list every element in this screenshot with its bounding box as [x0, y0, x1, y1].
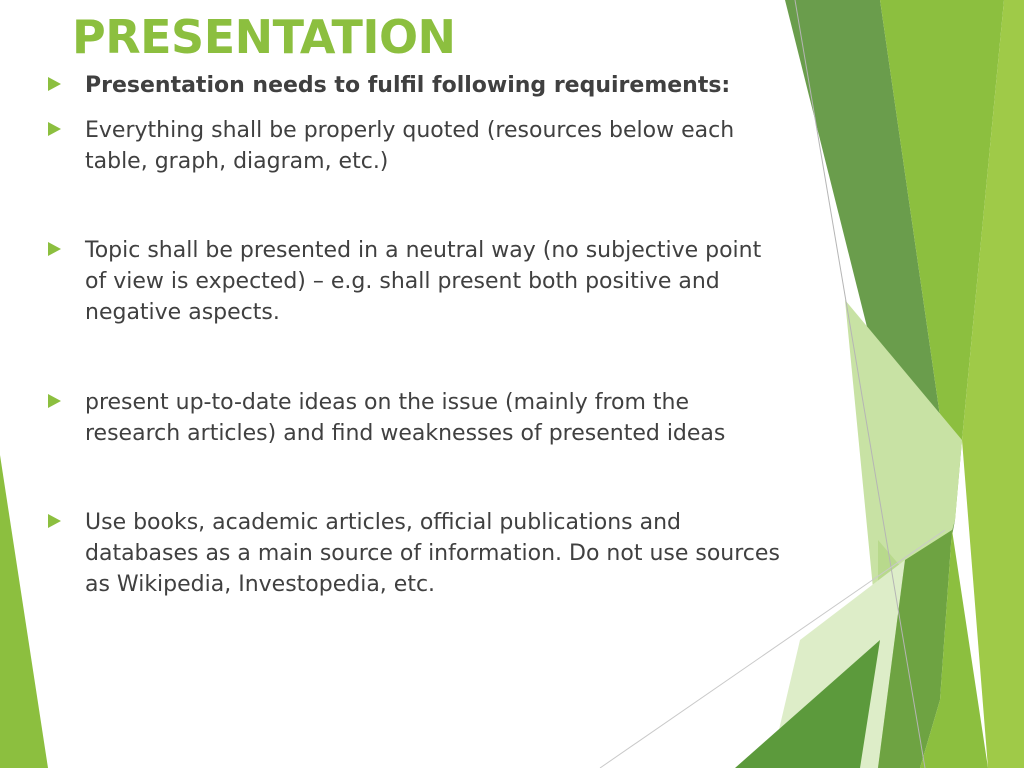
- bullet-item: [48, 115, 788, 177]
- bullet-text: Everything shall be properly quoted (resources below each table, graph, diagram, etc.): [85, 118, 735, 174]
- bullet-item: [48, 507, 788, 600]
- bullet-text: present up-to-date ideas on the issue (mainly from the research articles) and find weaknesses of presented ideas: [85, 390, 726, 446]
- triangle-bullet-icon: [48, 122, 61, 136]
- bullet-text: Topic shall be presented in a neutral way (no subjective point of view is expected) – e.g. shall present both positive and negative aspects.: [85, 238, 762, 325]
- triangle-bullet-icon: [48, 77, 61, 91]
- triangle-bullet-icon: [48, 242, 61, 256]
- slide-title: PRESENTATION: [72, 10, 456, 64]
- bullet-text: Presentation needs to fulfil following requirements:: [85, 73, 731, 98]
- bullet-item: [48, 387, 788, 449]
- bullet-item: [48, 70, 788, 101]
- triangle-bullet-icon: [48, 394, 61, 408]
- bullet-text: Use books, academic articles, official publications and databases as a main source of information. Do not use sources as Wikipedia, Investopedia, etc.: [85, 510, 780, 597]
- bullet-item: [48, 235, 788, 328]
- triangle-bullet-icon: [48, 514, 61, 528]
